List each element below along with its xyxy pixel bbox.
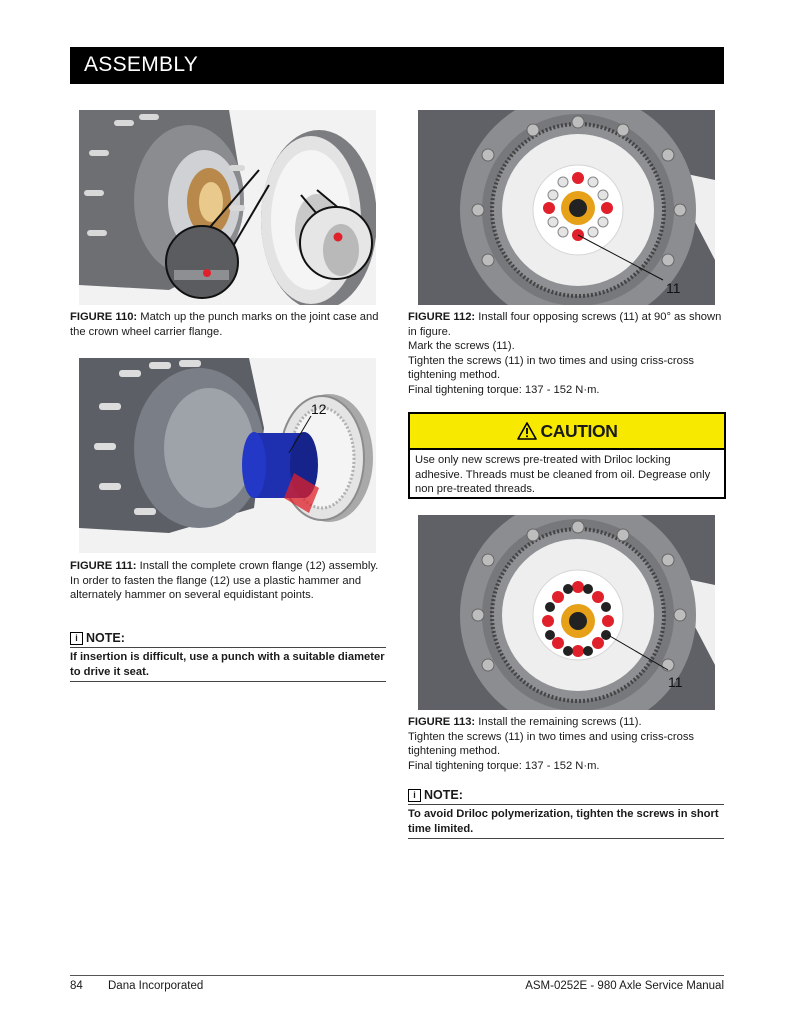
figure-label: FIGURE 113: — [408, 716, 476, 728]
section-title: ASSEMBLY — [84, 53, 199, 76]
note-text: If insertion is difficult, use a punch with a suitable diameter to drive it seat. — [70, 648, 386, 682]
figure-label: FIGURE 111: — [70, 560, 137, 572]
figure-label: FIGURE 110: — [70, 311, 138, 323]
caption-line: In order to fasten the flange (12) use a plastic hammer and alternately hammer on several equidistant points. — [70, 574, 362, 602]
info-icon: i — [70, 632, 83, 645]
callout-11: 11 — [666, 280, 681, 296]
figure-112-image — [418, 110, 715, 305]
figure-112-caption — [408, 310, 724, 398]
note-title: NOTE: — [424, 788, 463, 802]
caption-line: Final tightening torque: 137 - 152 N·m. — [408, 383, 600, 396]
caption-line: Install the complete crown flange (12) assembly. — [139, 560, 379, 572]
footer-rule — [70, 975, 724, 976]
caution-text: Use only new screws pre-treated with Driloc locking adhesive. Threads must be cleaned from oil. Degrease only non pre-treated threads. — [415, 454, 711, 496]
caption-line: Install the remaining screws (11). — [478, 716, 642, 728]
caption-line: Tighten the screws (11) in two times and using criss-cross tightening method. — [408, 354, 695, 382]
caption-line: Match up the punch marks on the joint case and the crown wheel carrier flange. — [70, 311, 379, 338]
callout-11: 11 — [668, 674, 683, 690]
note-header — [408, 788, 724, 805]
caption-line: Install four opposing screws (11) at 90° as shown in figure. — [408, 311, 722, 338]
caption-line: Final tightening torque: 137 - 152 N·m. — [408, 759, 600, 772]
note-left — [70, 631, 386, 682]
caution-header — [410, 414, 724, 450]
callout-12: 12 — [311, 401, 327, 417]
figure-113-image — [418, 515, 715, 710]
caution-title: CAUTION — [540, 420, 618, 441]
warning-triangle-icon — [517, 422, 537, 440]
page-number: 84 — [70, 980, 83, 992]
figure-111-caption — [70, 559, 386, 603]
caption-line: Tighten the screws (11) in two times and using criss-cross tightening method. — [408, 730, 695, 758]
footer-manual-title: ASM-0252E - 980 Axle Service Manual — [525, 980, 724, 992]
figure-111-image — [79, 358, 376, 553]
note-header — [70, 631, 386, 648]
section-header — [70, 47, 724, 84]
figure-110-image — [79, 110, 376, 305]
caution-box — [408, 412, 726, 499]
figure-110-caption — [70, 310, 386, 339]
note-title: NOTE: — [86, 631, 125, 645]
note-text: To avoid Driloc polymerization, tighten the screws in short time limited. — [408, 805, 724, 839]
figure-label: FIGURE 112: — [408, 311, 476, 323]
caption-line: Mark the screws (11). — [408, 340, 515, 353]
info-icon: i — [408, 789, 421, 802]
footer-company: Dana Incorporated — [108, 980, 204, 992]
note-right — [408, 788, 724, 839]
figure-113-caption — [408, 715, 724, 773]
